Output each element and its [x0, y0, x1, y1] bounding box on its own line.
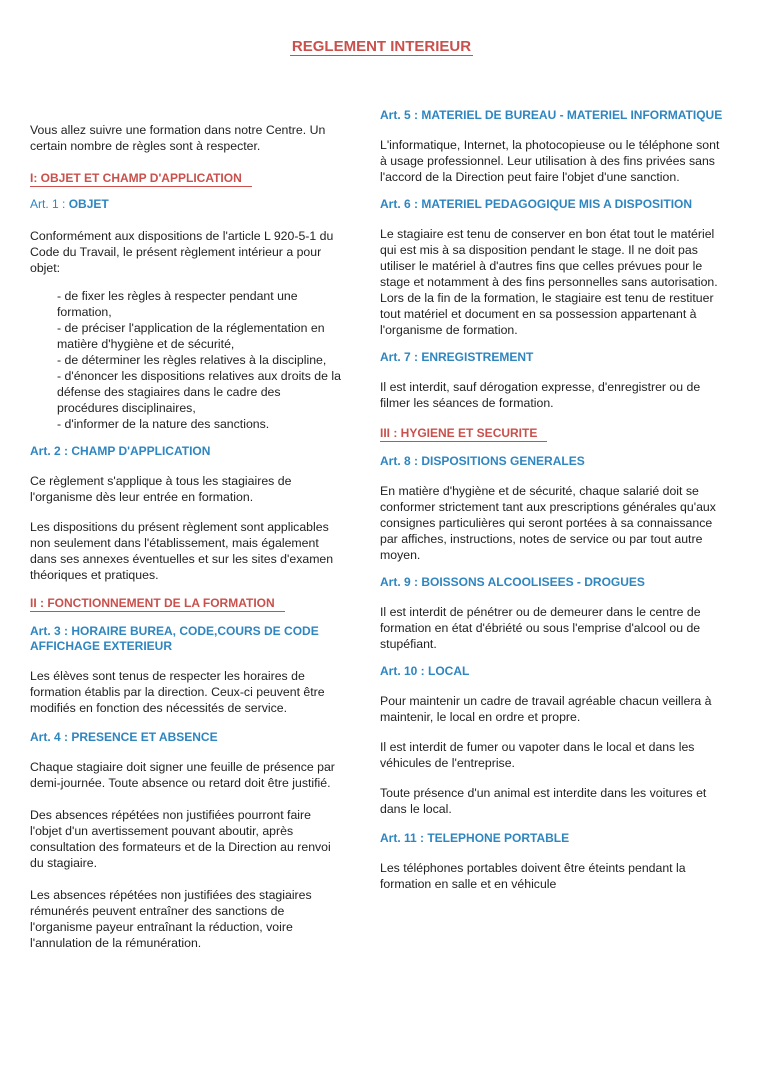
article-6-text: Le stagiaire est tenu de conserver en bon état tout le matériel qui est mis à sa disposition pendant le stage. Il ne doit pas utiliser le matériel à d'autres fins que celles prévues pour le stage et notamment à des fins personnelles sans autorisation. Lors de la fin de la formation, le stagiaire est tenu de restituer tout matériel et document en sa possession appartenant à l'organisme de formation. — [380, 227, 718, 337]
section-heading-fonctionnement: II : FONCTIONNEMENT DE LA FORMATION — [30, 596, 285, 612]
right-column — [380, 108, 725, 892]
article-10-text-3: Toute présence d'un animal est interdite dans les voitures et dans le local. — [380, 786, 707, 816]
article-5-text: L'informatique, Internet, la photocopieuse ou le téléphone sont à usage professionnel. Leur utilisation à des fins privées sans l'accord de la Direction peut faire l'objet d'une sanction. — [380, 138, 720, 184]
article-2-text-2: Les dispositions du présent règlement sont applicables non seulement dans l'établissement, mais également dans ses annexes éventuelles et sur les sites d'examen théoriques et pratiques. — [30, 520, 334, 582]
article-heading-7: Art. 7 : ENREGISTREMENT — [380, 350, 534, 364]
article-1-prefix: Art. 1 : — [30, 197, 66, 211]
section-heading-objet: I: OBJET ET CHAMP D'APPLICATION — [30, 171, 252, 187]
article-heading-8: Art. 8 : DISPOSITIONS GENERALES — [380, 454, 585, 468]
article-heading-10: Art. 10 : LOCAL — [380, 664, 470, 678]
article-4-text-2: Des absences répétées non justifiées pourront faire l'objet d'un avertissement pouvant aboutir, après consultation des formateurs et de la Direction au renvoi du stagiaire. — [30, 808, 331, 870]
article-heading-5: Art. 5 : MATERIEL DE BUREAU - MATERIEL INFORMATIQUE — [380, 108, 723, 122]
article-9-text: Il est interdit de pénétrer ou de demeurer dans le centre de formation en état d'ébriété ou sous l'emprise d'alcool ou de stupéfiant. — [380, 605, 701, 651]
article-4-text-1: Chaque stagiaire doit signer une feuille de présence par demi-journée. Toute absence ou retard doit être justifié. — [30, 760, 335, 790]
article-heading-6: Art. 6 : MATERIEL PEDAGOGIQUE MIS A DISPOSITION — [380, 197, 693, 211]
article-heading-2: Art. 2 : CHAMP D'APPLICATION — [30, 444, 211, 458]
article-2-text-1: Ce règlement s'applique à tous les stagiaires de l'organisme dès leur entrée en formation. — [30, 474, 292, 504]
left-column — [30, 110, 345, 951]
article-1-text: Conformément aux dispositions de l'article L 920-5-1 du Code du Travail, le présent règlement intérieur a pour objet: — [30, 229, 334, 275]
list-item: - d'énoncer les dispositions relatives aux droits de la défense des stagiaires dans le cadre des procédures disciplinaires, — [57, 369, 341, 415]
article-4-text-3: Les absences répétées non justifiées des stagiaires rémunérés peuvent entraîner des sanctions de l'organisme payeur entraînant la réduction, voire l'annulation de la rémunération. — [30, 888, 312, 950]
article-7-text: Il est interdit, sauf dérogation expresse, d'enregistrer ou de filmer les séances de formation. — [380, 380, 701, 410]
article-10-text-2: Il est interdit de fumer ou vapoter dans le local et dans les véhicules de l'entreprise. — [380, 740, 695, 770]
document-title: REGLEMENT INTERIEUR — [291, 38, 472, 55]
objectives-list — [30, 288, 345, 432]
article-8-text: En matière d'hygiène et de sécurité, chaque salarié doit se conformer strictement tant aux prescriptions générales qu'aux consignes particulières qui seront portées à sa connaissance par affiches, instructions, notes de service ou par tout autre moyen. — [380, 484, 716, 562]
article-heading-9: Art. 9 : BOISSONS ALCOOLISEES - DROGUES — [380, 575, 645, 589]
article-11-text: Les téléphones portables doivent être éteints pendant la formation en salle et en véhicule — [380, 861, 686, 891]
intro-text: Vous allez suivre une formation dans notre Centre. Un certain nombre de règles sont à respecter. — [30, 123, 326, 153]
list-item: - de fixer les règles à respecter pendant une formation, — [57, 289, 298, 319]
article-3-text: Les élèves sont tenus de respecter les horaires de formation établis par la direction. Ceux-ci peuvent être modifiés en fonction des nécessités de service. — [30, 669, 325, 715]
article-10-text-1: Pour maintenir un cadre de travail agréable chacun veillera à maintenir, le local en ordre et propre. — [380, 694, 712, 724]
article-heading-3: Art. 3 : HORAIRE BUREA, CODE,COURS DE CODE AFFICHAGE EXTERIEUR — [30, 624, 319, 653]
section-heading-hygiene: III : HYGIENE ET SECURITE — [380, 426, 547, 442]
article-heading-11: Art. 11 : TELEPHONE PORTABLE — [380, 831, 570, 845]
article-heading-4: Art. 4 : PRESENCE ET ABSENCE — [30, 730, 218, 744]
list-item: - d'informer de la nature des sanctions. — [57, 417, 270, 431]
list-item: - de déterminer les règles relatives à la discipline, — [57, 353, 327, 367]
article-heading-1 — [30, 197, 345, 212]
list-item: - de préciser l'application de la réglementation en matière d'hygiène et de sécurité, — [57, 321, 325, 351]
article-1-title: OBJET — [68, 197, 109, 211]
